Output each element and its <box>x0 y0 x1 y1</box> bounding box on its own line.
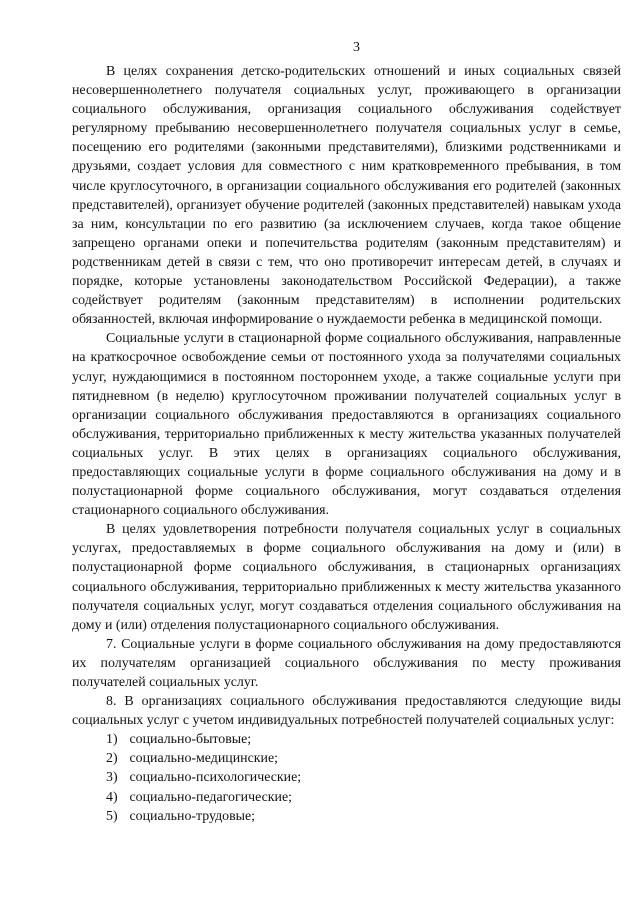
list-item <box>72 788 621 807</box>
paragraph-item-7: 7. Социальные услуги в форме социального обслуживания на дому предоставляются их получателям организацией социального обслуживания по месту проживания получателей социальных услуг. <box>72 636 621 690</box>
list-item <box>72 768 621 787</box>
paragraph-stationary-services: Социальные услуги в стационарной форме социального обслуживания, направленные на краткосрочное освобождение семьи от постоянного ухода за получателями социальных услуг, нуждающимися в постоянном постороннем уходе, а также социальные услуги при пятидневном (в неделю) круглосуточном проживании получателей социальных услуг в организации социального обслуживания предоставляются в организациях социального обслуживания, территориально приближенных к месту жительства указанных получателей социальных услуг. В этих целях в организациях социального обслуживания, предоставляющих социальные услуги в форме социального обслуживания на дому и в полустационарной форме социального обслуживания, могут создаваться отделения стационарного социального обслуживания. <box>72 331 621 519</box>
service-types-list <box>72 730 621 825</box>
list-item-text: социально-педагогические; <box>129 789 292 805</box>
paragraph-item-8: 8. В организациях социального обслуживания предоставляются следующие виды социальных услуг с учетом индивидуальных потребностей получателей социальных услуг: <box>72 694 621 729</box>
list-item-text: социально-трудовые; <box>129 808 256 824</box>
list-item <box>72 749 621 768</box>
list-item-text: социально-медицинские; <box>129 751 278 767</box>
page-number: 3 <box>353 40 360 55</box>
list-item-number: 2) <box>106 751 118 767</box>
list-item-text: социально-бытовые; <box>129 732 252 748</box>
list-item-number: 4) <box>106 789 118 805</box>
list-item <box>72 730 621 749</box>
list-item-number: 3) <box>106 770 118 786</box>
paragraph-family-ties: В целях сохранения детско-родительских отношений и иных социальных связей несовершеннолетнего получателя социальных услуг, проживающего в организации социального обслуживания, организация социального обслуживания содействует регулярному пребыванию несовершеннолетнего получателя социальных услуг в семье, посещению его родителями (законными представителями), близкими родственниками и друзьями, создает условия для совместного с ним кратковременного пребывания, в том числе круглосуточного, в организации социального обслуживания его родителей (законных представителей), организует обучение родителей (законных представителей) навыкам ухода за ним, консультации по его развитию (за исключением случаев, когда такое общение запрещено органами опеки и попечительства родителям (законным представителям) и родственникам детей в связи с тем, что оно противоречит интересам детей, в случаях и порядке, которые установлены законодательством Российской Федерации), а также содействует родителям (законным представителям) в исполнении родительских обязанностей, включая информирование о нуждаемости ребенка в медицинской помощи. <box>72 64 621 328</box>
paragraph-home-services-need: В целях удовлетворения потребности получателя социальных услуг в социальных услугах, предоставляемых в форме социального обслуживания на дому и (или) в полустационарной форме социального обслуживания, в стационарных организациях социального обслуживания, территориально приближенных к месту жительства указанного получателя социальных услуг, могут создаваться отделения социального обслуживания на дому и (или) отделения полустационарного социального обслуживания. <box>72 522 621 633</box>
list-item <box>72 807 621 826</box>
list-item-number: 5) <box>106 808 118 824</box>
list-item-text: социально-психологические; <box>129 770 302 786</box>
list-item-number: 1) <box>106 732 118 748</box>
